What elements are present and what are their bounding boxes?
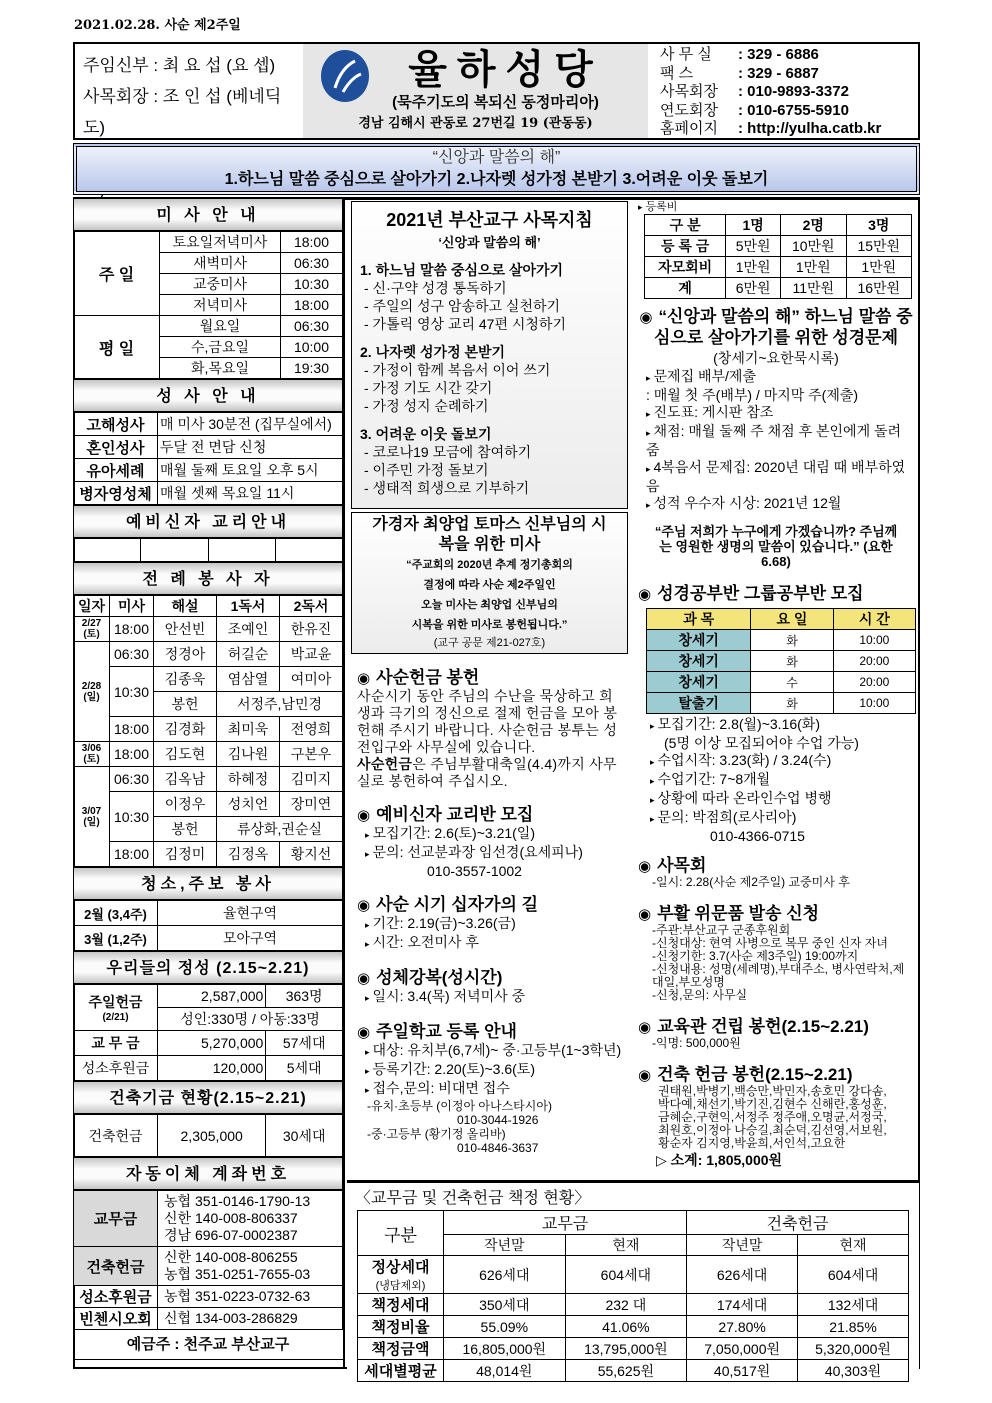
account-numbers — [158, 1286, 343, 1308]
triangle-bullet-icon: ▸ — [646, 428, 651, 438]
bullet-icon: ◉ — [638, 586, 652, 603]
mass-name: 월요일 — [160, 316, 281, 337]
contact-funeral: 연도회장 : 010-6755-5910 — [660, 101, 849, 119]
account-number: 농협 351-0223-0732-63 — [164, 1288, 311, 1304]
fee-label: 등 록 금 — [645, 236, 726, 257]
study-item: (5명 이상 모집되어야 수업 가능) — [664, 735, 859, 751]
education-hall-section — [638, 1012, 914, 1050]
triangle-bullet-icon: ▸ — [646, 500, 651, 510]
account-number: 신한 140-008-806337 — [164, 1210, 298, 1226]
fee-row — [645, 278, 912, 299]
parish-name: 율하성당 — [408, 48, 603, 92]
section-title-text: 성체강복(성시간) — [376, 968, 503, 987]
fee-value: 15만원 — [846, 236, 912, 257]
assessment-value: 132세대 — [798, 1294, 909, 1316]
contact-list — [648, 44, 918, 138]
sacrament-info: 매월 셋째 목요일 11시 — [158, 482, 343, 505]
study-item: ▸ 수업시작: 3.23(화) / 3.24(수) — [650, 752, 832, 768]
contact-fax: 팩 스 : 329 - 6887 — [660, 64, 819, 82]
study-subject: 탈출기 — [647, 693, 751, 714]
section-title-text: 주일학교 등록 안내 — [376, 1022, 517, 1041]
sacrament-name: 혼인성사 — [74, 436, 158, 459]
bullet-icon: ◉ — [638, 906, 652, 923]
sacrament-table — [73, 412, 343, 505]
assessment-title: 〈교무금 및 건축헌금 책정 현황〉 — [355, 1190, 591, 1207]
council-section — [638, 851, 914, 889]
guideline-item: - 코로나19 모금에 참여하기 — [364, 444, 532, 460]
sacrament-row — [74, 413, 343, 436]
row-label-note: (냉담제외) — [375, 1280, 426, 1292]
triangle-bullet-icon: ▸ — [365, 1066, 370, 1076]
assessment-value: 27.80% — [687, 1316, 798, 1338]
study-value: 수 — [751, 672, 833, 693]
section-title-text: 사목회 — [657, 856, 707, 875]
sacrament-info: 매 미사 30분전 (집무실에서) — [158, 413, 343, 436]
study-row — [647, 672, 916, 693]
guideline-list — [360, 261, 619, 497]
mass-time: 06:30 — [281, 316, 343, 337]
contact-council: 사목회장 : 010-9893-3372 — [660, 83, 849, 100]
left-column — [73, 198, 345, 1368]
pastor: 주임신부 : 최 요 섭 (요 셉) — [83, 56, 276, 75]
mass-time: 06:30 — [281, 253, 343, 274]
study-item: ▸ 모집기간: 2.8(월)~3.16(화) — [650, 716, 820, 732]
fee-label: 계 — [645, 278, 726, 299]
bullet-icon: ◉ — [357, 897, 371, 914]
catechumen-class-section — [357, 800, 622, 880]
quiz-item: ▸ 진도표: 게시판 참조 — [646, 404, 774, 420]
sacrament-info: 두달 전 면담 신청 — [158, 436, 343, 459]
section-title-text: 교육관 건립 봉헌(2.15~2.21) — [657, 1017, 869, 1036]
mass-name: 수,금요일 — [160, 337, 281, 358]
assessment-value: 5,320,000원 — [798, 1338, 909, 1360]
fee-label: ▸ 등록비 — [638, 201, 678, 213]
section-item: ▸ 접수,문의: 비대면 접수 — [365, 1080, 510, 1096]
row-label — [358, 1338, 444, 1360]
liturgy-header: 전 례 봉 사 자 — [73, 562, 343, 595]
assessment-row — [358, 1316, 909, 1338]
fee-value: 1만원 — [726, 257, 781, 278]
assessment-value: 232 대 — [565, 1294, 687, 1316]
account-number: 신한 140-008-806255 — [164, 1249, 298, 1265]
assessment-row — [358, 1338, 909, 1360]
account-row — [74, 1247, 343, 1286]
contact-line: 010-3044-1926 — [457, 1113, 539, 1127]
study-item: ▸ 수업기간: 7~8개월 — [650, 771, 771, 787]
contact-line: -중·고등부 (황기정 올리바) — [367, 1127, 506, 1141]
assessment-value: 604세대 — [798, 1256, 909, 1294]
triangle-bullet-icon: ▸ — [650, 757, 655, 767]
mass-time: 18:00 — [281, 232, 343, 253]
banner-goals: 1.하느님 말씀 중심으로 살아가기 2.나자렛 성가정 본받기 3.어려운 이웃 돌보기 — [224, 171, 769, 188]
bible-quiz-section: ◉ “신앙과 말씀의 해” 하느님 말씀 중심으로 살아가기를 위한 성경문제 (창세기~요한묵시록) ▸ 문제집 배부/제출 : 매월 첫 주(배부) / 마지막 주(제출) ▸ 진도표: 게시판 참조 ▸ 채점: 매월 둘째 주 채점 후 본인에게 돌려줌 ▸ 4복음서 문제집: 2020년 대림 때 배부하였음 ▸ 성적 우수자 시상: 2021년 12월 “주님 저희가 누구에게 가겠습니까? 주님께는 영원한 생명의 말씀이 있습니다.” (요한6.68) — [639, 307, 913, 569]
account-number: 농협 351-0146-1790-13 — [164, 1193, 311, 1209]
assessment-value: 55.09% — [444, 1316, 566, 1338]
study-subject: 창세기 — [647, 651, 751, 672]
triangle-bullet-icon: ▸ — [365, 849, 370, 859]
guideline-item: - 가정 기도 시간 갖기 — [364, 380, 493, 396]
fee-value: 16만원 — [846, 278, 912, 299]
study-subject: 창세기 — [647, 630, 751, 651]
section-item: -신청기한: 3.7(사순 제3주일) 19:00까지 — [652, 949, 859, 963]
fee-row — [645, 236, 912, 257]
assessment-row — [358, 1294, 909, 1316]
section-item: ▸ 기간: 2.19(금)~3.26(금) — [365, 915, 516, 931]
fee-value: 10만원 — [781, 236, 846, 257]
bible-study-table — [646, 608, 916, 714]
account-number: 경남 696-07-0002387 — [164, 1227, 298, 1243]
sacrament-name: 병자영성체 — [74, 482, 158, 505]
sacrament-name: 고해성사 — [74, 413, 158, 436]
mass-time: 18:00 — [281, 295, 343, 316]
study-value: 화 — [751, 630, 833, 651]
section-item: ▸ 일시: 3.4(목) 저녁미사 중 — [365, 988, 526, 1004]
row-label-text: 정상세대 — [371, 1259, 430, 1276]
triangle-bullet-icon: ▸ — [365, 993, 370, 1003]
account-type: 교무금 — [74, 1191, 158, 1247]
sunday-school-section — [357, 1017, 622, 1155]
row-label-text: 책정비율 — [371, 1319, 430, 1336]
triangle-bullet-icon: ▸ — [365, 920, 370, 930]
account-number: 농협 351-0251-7655-03 — [164, 1266, 311, 1282]
sunday-label: 주 일 — [74, 232, 160, 316]
study-value: 20:00 — [833, 672, 915, 693]
account-numbers — [158, 1308, 343, 1330]
guideline-group — [360, 343, 619, 415]
guideline-item: - 가톨릭 영상 교리 47편 시청하기 — [364, 316, 566, 332]
mass-name: 화,목요일 — [160, 358, 281, 379]
assessment-value: 626세대 — [444, 1256, 566, 1294]
quiz-item: ▸ 성적 우수자 시상: 2021년 12월 — [646, 495, 842, 511]
scripture-quote: “주님 저희가 누구에게 가겠습니까? 주님께는 영원한 생명의 말씀이 있습니다.” (요한6.68) — [654, 524, 898, 569]
guideline-group — [360, 261, 619, 333]
assessment-value: 55,625원 — [565, 1360, 687, 1382]
triangle-bullet-icon: ▸ — [650, 721, 655, 731]
study-header-row — [647, 609, 916, 630]
guideline-item: - 신·구약 성경 통독하기 — [364, 280, 507, 296]
bullet-icon: ◉ — [638, 858, 652, 875]
row-label — [358, 1316, 444, 1338]
quiz-item: ▸ 문제집 배부/제출 — [646, 368, 756, 384]
bullet-icon: ◉ — [357, 807, 371, 824]
triangle-bullet-icon: ▸ — [365, 939, 370, 949]
stations-section — [357, 890, 622, 953]
quiz-item: ▸ 채점: 매월 둘째 주 채점 후 본인에게 돌려줌 — [646, 423, 902, 458]
account-holder: 예금주 : 천주교 부산교구 — [73, 1330, 343, 1360]
contact-line: 010-4846-3637 — [457, 1141, 539, 1155]
section-title-text: 예비신자 교리반 모집 — [376, 805, 534, 824]
sacrament-row — [74, 482, 343, 505]
study-header: 과 목 — [647, 609, 751, 630]
mass-time: 19:30 — [281, 358, 343, 379]
weekday-label: 평 일 — [74, 316, 160, 379]
mass-name: 교중미사 — [160, 274, 281, 295]
accounts-table — [73, 1190, 343, 1330]
sacrament-info: 매월 둘째 토요일 오후 5시 — [158, 459, 343, 482]
study-subject: 창세기 — [647, 672, 751, 693]
assessment-value: 604세대 — [565, 1256, 687, 1294]
section-title — [357, 800, 622, 825]
beatification-title: 가경자 최양업 토마스 신부님의 시복을 위한 미사 — [372, 516, 607, 553]
study-header: 요 일 — [751, 609, 833, 630]
section-item: -신청내용: 성명(세례명),부대주소, 병사연락처,제대일,부모성명 — [652, 962, 905, 989]
account-number: 신협 134-003-286829 — [164, 1310, 298, 1326]
guideline-group — [360, 425, 619, 497]
row-label-text: 책정세대 — [371, 1297, 430, 1314]
guideline-subtitle: ‘신앙과 말씀의 해’ — [438, 235, 541, 250]
section-title — [357, 890, 622, 915]
section-item: ▸ 대상: 유치부(6,7세)~ 중·고등부(1~3학년) — [365, 1042, 622, 1058]
section-item: -신청,문의: 사무실 — [652, 988, 748, 1002]
guideline-item: - 가정이 함께 복음서 이어 쓰기 — [364, 362, 551, 378]
mass-schedule-table — [73, 231, 343, 379]
assessment-value: 21.85% — [798, 1316, 909, 1338]
triangle-bullet-icon: ▸ — [646, 409, 651, 419]
study-value: 화 — [751, 651, 833, 672]
section-title-text: 부활 위문품 발송 신청 — [657, 904, 820, 923]
study-row — [647, 630, 916, 651]
study-header: 시 간 — [833, 609, 915, 630]
quiz-item: : 매월 첫 주(배부) / 마지막 주(제출) — [646, 387, 859, 403]
mass-time: 10:00 — [281, 337, 343, 358]
right-column — [634, 198, 918, 1174]
fee-header: 3명 — [846, 215, 912, 236]
section-title-text: 사순 시기 십자가의 길 — [376, 895, 539, 914]
section-item: -익명: 500,000원 — [652, 1036, 741, 1050]
row-label-text: 세대별평균 — [364, 1363, 437, 1380]
row-label — [358, 1256, 444, 1294]
bullet-icon: ◉ — [357, 670, 371, 687]
study-item: ▸ 문의: 박점희(로사리아) — [650, 809, 797, 825]
quiz-item: ▸ 4복음서 문제집: 2020년 대림 때 배부하였음 — [646, 459, 906, 494]
guideline-title: 2021년 부산교구 사목지침 — [386, 210, 593, 230]
lent-offering-section: ◉ 사순헌금 봉헌 사순시기 동안 주님의 수난을 묵상하고 희생과 극기의 정신으로 절제 헌금을 모아 봉헌해 주시기 바랍니다. 사순헌금 봉투는 성전입구와 사무실에 있습니다. 사순헌금은 주님부활대축일(4.4)까지 사무실로 봉헌하여 주십시오. — [357, 668, 618, 789]
study-value: 10:00 — [833, 693, 915, 714]
fee-header: 구 분 — [645, 215, 726, 236]
guideline-heading: 1. 하느님 말씀 중심으로 살아가기 — [360, 262, 564, 278]
year-theme-banner — [73, 143, 920, 195]
account-row — [74, 1308, 343, 1330]
account-row — [74, 1191, 343, 1247]
assessment-value: 41.06% — [565, 1316, 687, 1338]
building-fund-table: 건축헌금 2,305,000 30세대 — [73, 1114, 343, 1157]
cleaning-table: 2월 (3,4주) 율현구역 3월 (1,2주) 모아구역 — [73, 900, 343, 951]
section-item: -신청대상: 현역 사병으로 복무 중인 신자 자녀 — [652, 936, 888, 950]
triangle-bullet-icon: ▸ — [365, 830, 370, 840]
assessment-row — [358, 1360, 909, 1382]
banner-title: “신앙과 말씀의 해” — [432, 149, 561, 166]
council-president: 사목회장 : 조 인 섭 (베네딕도) — [83, 87, 282, 137]
bullet-icon: ◉ — [639, 309, 653, 326]
donor-names: 권태원,박병기,백승만,박민자,송호민 강다솜,박다예,채선기,박기진,김현수 신해란,홍성훈,금혜순,구현익,서정주 정주애,오명균,서정국,최원호,이정아 나승길,최순덕,김선영,서보원,황순자 김지영,박윤희,서인석,고요한 — [658, 1084, 887, 1150]
parish-subtitle: (묵주기도의 복되신 동정마리아) — [392, 94, 599, 111]
guideline-item: - 생태적 희생으로 기부하기 — [364, 480, 530, 496]
account-row — [74, 1286, 343, 1308]
mass-time: 10:30 — [281, 274, 343, 295]
bullet-icon: ◉ — [638, 1019, 652, 1036]
assessment-value: 48,014원 — [444, 1360, 566, 1382]
fee-label: 자모회비 — [645, 257, 726, 278]
triangle-bullet-icon: ▸ — [365, 1047, 370, 1057]
fee-value: 11만원 — [781, 278, 846, 299]
beatification-box: 가경자 최양업 토마스 신부님의 시복을 위한 미사 “주교회의 2020년 추계 정기총회의 결정에 따라 사순 제2주일인 오늘 미사는 최양업 신부님의 시복을 위한 미사로 봉헌됩니다.” (교구 공문 제21-027호) — [351, 512, 628, 654]
catechumen-header: 예비신자 교리안내 — [73, 505, 343, 538]
building-fund-header: 건축기금 현황(2.15~2.21) — [73, 1081, 343, 1114]
contact-homepage: 홈페이지 : http://yulha.catb.kr — [660, 120, 882, 137]
section-title-text: 건축 헌금 봉헌(2.15~2.21) — [657, 1065, 853, 1084]
section-item: ▸ 문의: 선교분과장 임선경(요세피나) — [365, 844, 583, 860]
middle-column — [347, 198, 632, 1159]
triangle-bullet-icon: ▸ — [650, 795, 655, 805]
benediction-section — [357, 963, 622, 1007]
section-title — [638, 1060, 914, 1085]
guideline-item: - 가정 성지 순례하기 — [364, 398, 489, 414]
fee-value: 5만원 — [726, 236, 781, 257]
phone: 010-3557-1002 — [427, 863, 522, 879]
clergy-list — [75, 44, 303, 138]
study-item: 010-4366-0715 — [710, 828, 805, 844]
fee-header-row — [645, 215, 912, 236]
fee-value: 1만원 — [781, 257, 846, 278]
offering-table: 주일헌금 (2/21) 2,587,000 363명 성인:330명 / 아동:33명 교 무 금 5,270,000 57세대 성소후원금 120,000 5세대 — [73, 984, 343, 1081]
assessment-value: 7,050,000원 — [687, 1338, 798, 1360]
assessment-value: 40,303원 — [798, 1360, 909, 1382]
sacrament-name: 유아세례 — [74, 459, 158, 482]
row-label — [358, 1294, 444, 1316]
fee-header: 1명 — [726, 215, 781, 236]
account-type: 건축헌금 — [74, 1247, 158, 1286]
fee-value: 1만원 — [846, 257, 912, 278]
fee-header: 2명 — [781, 215, 846, 236]
mass-name: 저녁미사 — [160, 295, 281, 316]
mass-header: 미 사 안 내 — [73, 198, 343, 231]
account-type: 성소후원금 — [74, 1286, 158, 1308]
parish-title-block — [303, 44, 648, 138]
section-title — [638, 899, 914, 924]
section-item: -주관:부산교구 군종후원회 — [652, 923, 791, 937]
sacrament-row — [74, 459, 343, 482]
section-item: ▸ 등록기간: 2.20(토)~3.6(토) — [365, 1061, 535, 1077]
section-title — [638, 851, 914, 876]
assessment-value: 13,795,000원 — [565, 1338, 687, 1360]
parish-address: 경남 김해시 관동로 27번길 19 (관동동) — [358, 116, 593, 131]
bulletin-date: 2021.02.28. 사순 제2주일 — [74, 18, 241, 33]
building-donors-section — [638, 1060, 914, 1170]
guideline-item: - 이주민 가정 돌보기 — [364, 462, 489, 478]
guideline-heading: 2. 나자렛 성가정 본받기 — [360, 344, 506, 360]
study-value: 20:00 — [833, 651, 915, 672]
accounts-header: 자동이체 계좌번호 — [73, 1157, 343, 1190]
section-title — [357, 1017, 622, 1042]
bulletin-header — [73, 42, 920, 140]
section-item: ▸ 모집기간: 2.6(토)~3.21(일) — [365, 825, 535, 841]
sacrament-row — [74, 436, 343, 459]
guideline-item: - 주일의 성구 암송하고 실천하기 — [364, 298, 561, 314]
bible-study-section: ◉ 성경공부반 그룹공부반 모집 과 목 요 일 시 간 창세기 화 10:00 창세기 화 20:00 창세기 수 20:00 탈출기 화 10:00 ▸ 모집기간: 2.8(월)~3.16(화) (5명 이상 모집되어야 수업 가능) ▸ 수업시작: 3.23(화) / 3.24(수) ▸ 수업기간: 7~8개월 ▸ 상황에 따라 온라인수업 병행 ▸ 문의: 박점희(로사리아) 010-4366-0715 — [634, 569, 918, 845]
study-row — [647, 651, 916, 672]
assessment-value: 626세대 — [687, 1256, 798, 1294]
liturgy-table: 일자 미사 해설 1독서 2독서 2/27 (토) 18:00 안선빈 조예인 한유진 2/28 (일) 06:30 정경아 허길순 박교윤 10:30 김종욱 염삼열 여미아 봉헌 서정주,남민경 18:00 김경화 최미욱 전영희 3/06 (토) 18:00 김도현 김나원 구본우 3/07 (일) 06:30 김옥남 하혜정 김미지 10:30 이정우 성치언 장미연 봉헌 류상화,권순실 18:00 김정미 김정옥 황지선 — [73, 595, 343, 867]
registration-fee-table — [644, 214, 912, 299]
bullet-icon: ◉ — [357, 970, 371, 987]
contact-line: -유치·초등부 (이정아 아나스타시아) — [367, 1099, 552, 1113]
section-item: ▸ 시간: 오전미사 후 — [365, 934, 479, 950]
assessment-section — [347, 1180, 919, 1382]
assessment-value: 40,517원 — [687, 1360, 798, 1382]
study-row — [647, 693, 916, 714]
section-title — [357, 963, 622, 988]
triangle-bullet-icon: ▸ — [650, 814, 655, 824]
catechumen-table — [73, 538, 343, 562]
pastoral-guideline-box — [351, 201, 628, 509]
account-type: 빈첸시오회 — [74, 1308, 158, 1330]
contact-office: 사 무 실 : 329 - 6886 — [660, 46, 819, 63]
assessment-row — [358, 1256, 909, 1294]
cleaning-header: 청소,주보 봉사 — [73, 867, 343, 900]
account-numbers — [158, 1247, 343, 1286]
bullet-icon: ◉ — [638, 1067, 652, 1084]
donation-subtotal: ▷ 소계: 1,805,000원 — [656, 1152, 783, 1168]
row-label-text: 책정금액 — [371, 1341, 430, 1358]
triangle-bullet-icon: ▸ — [646, 464, 651, 474]
guideline-heading: 3. 어려운 이웃 돌보기 — [360, 426, 492, 442]
assessment-table: 구분 교무금 건축헌금 작년말 현재 작년말 현재 정상세대 (냉담제외) 626세대 604세대 626세대 604세대 책정세대 350세대 232 대 174세대 132세대 책정비율 55.09% 41.06% 27.80% 21.85% 책정금액 16,805,000원 13,795,000원 7,050,000원 5,320,000원 세대별평균 48,014원 55,625원 40,517원 40,303원 — [357, 1210, 909, 1382]
study-value: 10:00 — [833, 630, 915, 651]
section-item: -일시: 2.28(사순 제2주일) 교중미사 후 — [652, 875, 850, 889]
beatification-ref: (교구 공문 제21-027호) — [433, 637, 546, 649]
account-numbers — [158, 1191, 343, 1247]
assessment-value: 174세대 — [687, 1294, 798, 1316]
assessment-value: 16,805,000원 — [444, 1338, 566, 1360]
easter-gift-section — [638, 899, 914, 1002]
triangle-bullet-icon: ▸ — [365, 1085, 370, 1095]
triangle-bullet-icon: ▸ — [638, 202, 643, 212]
triangle-bullet-icon: ▸ — [646, 373, 651, 383]
assessment-value: 350세대 — [444, 1294, 566, 1316]
bullet-icon: ◉ — [357, 1024, 371, 1041]
sacrament-header: 성 사 안 내 — [73, 379, 343, 412]
row-label — [358, 1360, 444, 1382]
study-value: 화 — [751, 693, 833, 714]
triangle-bullet-icon: ▸ — [650, 776, 655, 786]
fee-value: 6만원 — [726, 278, 781, 299]
parish-logo-icon — [321, 50, 369, 102]
offering-header: 우리들의 정성 (2.15~2.21) — [73, 951, 343, 984]
mass-name: 토요일저녁미사 — [160, 232, 281, 253]
mass-name: 새벽미사 — [160, 253, 281, 274]
fee-row — [645, 257, 912, 278]
section-title — [638, 1012, 914, 1037]
study-item: ▸ 상황에 따라 온라인수업 병행 — [650, 790, 832, 806]
